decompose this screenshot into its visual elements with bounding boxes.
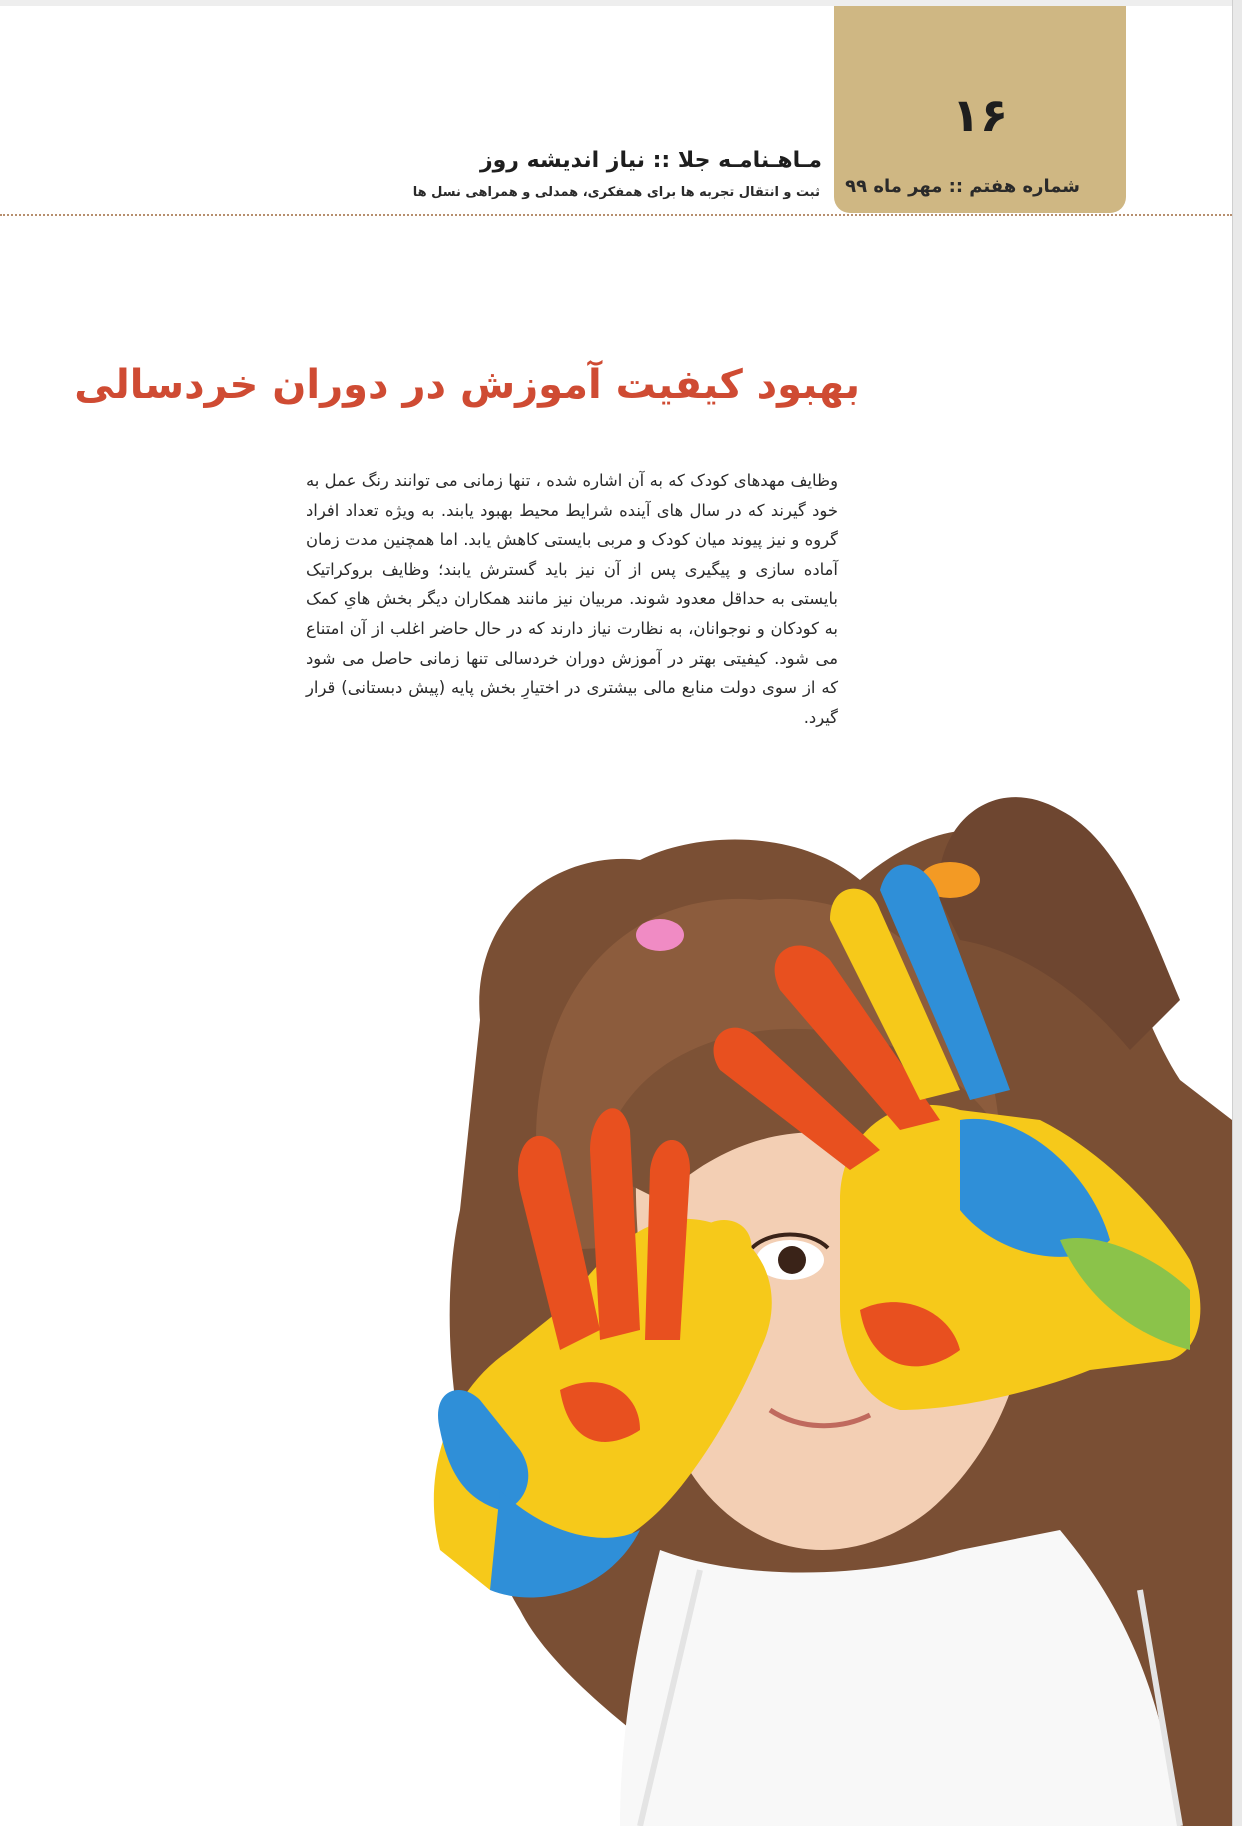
header-divider [0,214,1232,216]
magazine-title: مـاهـنامـه جلا :: نیاز اندیشه روز [479,148,822,173]
issue-tab [834,6,1126,213]
page-number: ۱۶ [951,88,1009,142]
child-painted-hands-photo [0,790,1232,1826]
article-title: بهبود کیفیت آموزش در دوران خردسالی [74,362,860,408]
article-body: وظایف مهدهای کودک که به آن اشاره شده ، تنها زمانی می توانند رنگ عمل به خود گیرند که در سال های آینده شرایط محیط بهبود یابند. به ویژه تعداد افراد گروه و نیز پیوند میان کودک و مربی بایستی کاهش یابد. اما همچنین مدت زمان آماده سازی و پیگیری پس از آن نیز باید گسترش یابند؛ وظایف بروکراتیک بایستی به حداقل معدود شوند. مربیان نیز مانند همکاران دیگر بخش هایِ کمک به کودکان و نوجوانان، به نظارت نیاز دارند که در حال حاضر اغلب از آن امتناع می شود. کیفیتی بهتر در آموزش دوران خردسالی تنها زمانی حاصل می شود که از سوی دولت منابع مالی بیشتری در اختیارِ بخش پایه (پیش دبستانی) قرار گیرد. [306,471,838,727]
page-edge [1232,0,1242,1826]
issue-info: شماره هفتم :: مهر ماه ۹۹ [845,176,1080,197]
magazine-subtitle: ثبت و انتقال تجربه ها برای همفکری، همدلی و همراهی نسل ها [412,185,820,200]
